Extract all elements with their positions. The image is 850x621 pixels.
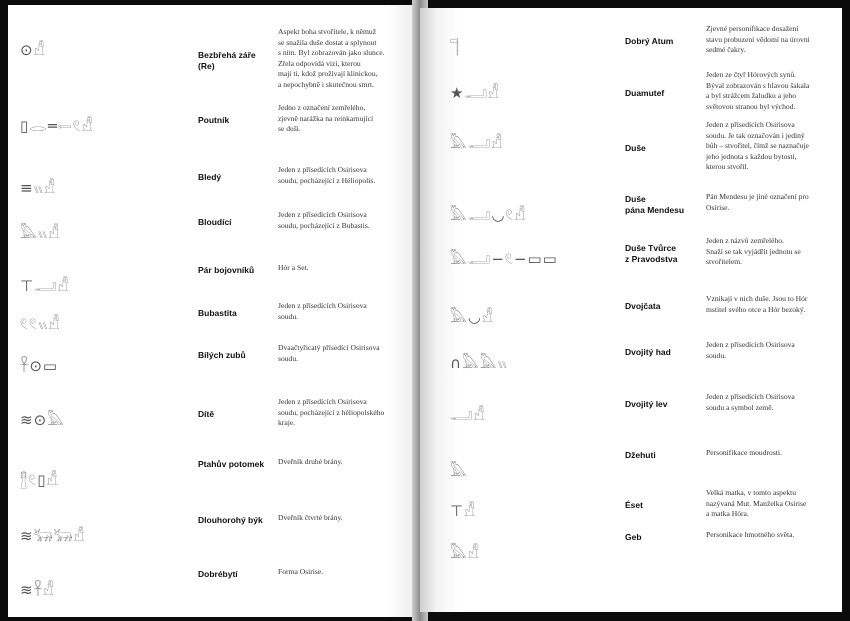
- hieroglyph-icon: ★𓂝𓀭: [450, 84, 500, 102]
- hieroglyph-icon: ≋𓃒𓃒𓀭: [20, 527, 86, 545]
- entry-description-line: Zjevné personifikace dosažení: [706, 24, 799, 33]
- entry-term-line: Dvojitý had: [625, 347, 671, 357]
- entry-description: [278, 513, 418, 524]
- entry-description: [706, 488, 840, 520]
- entry-description-line: bůh – stvořitel, čímž se naznačuje: [706, 141, 809, 150]
- entry-description-line: Pán Mendesu je jiné označení pro: [706, 192, 809, 201]
- left-page: [8, 5, 420, 617]
- entry-term-line: Geb: [625, 531, 642, 542]
- entry-row: [8, 103, 420, 153]
- entry-description-line: kraje.: [278, 418, 296, 427]
- entry-description: [278, 457, 418, 468]
- entry-description-line: Velká matka, v tomto aspektu: [706, 488, 797, 497]
- entry-term: [198, 308, 278, 319]
- entry-term-line: Bubastita: [198, 308, 237, 318]
- hieroglyph-icon: ⊤𓂝𓀭: [20, 277, 70, 295]
- entry-term-line: Dvojitý lev: [625, 399, 668, 409]
- entry-description-line: soudu, pocházející z héliopolského: [278, 407, 385, 417]
- entry-description-line: Jeden z přísedících Osirisova: [278, 397, 367, 406]
- hieroglyph-icon: 𓋹⊙▭: [20, 357, 59, 375]
- entry-term: [625, 301, 705, 312]
- entry-description-line: Dveřník druhé brány.: [278, 457, 343, 466]
- entry-description: [278, 103, 418, 135]
- entry-description: [706, 448, 840, 459]
- entry-term: [198, 115, 278, 126]
- entry-description-line: jeho jednota s každou bytostí,: [706, 151, 797, 161]
- entry-description-line: soudu a symbol země.: [706, 402, 774, 412]
- entry-description-line: Zřela odpovídá vizi, kterou: [278, 58, 361, 68]
- hieroglyph-icon: 𓅓◡𓀭: [450, 308, 494, 326]
- entry-description-line: Hór a Set.: [278, 263, 309, 272]
- entry-term: [625, 36, 705, 47]
- entry-term: [198, 217, 278, 228]
- entry-term-line: Poutník: [198, 115, 230, 126]
- entry-term-line: Duše: [625, 142, 646, 153]
- entry-row: [8, 210, 420, 260]
- hieroglyph-icon: 𓅓𓂝◡𓏲𓀭: [450, 206, 527, 224]
- entry-term-line: Duše: [625, 193, 646, 204]
- entry-description: [706, 236, 840, 268]
- entry-description-line: se duši.: [278, 124, 301, 133]
- entry-term-line: Éset: [625, 500, 643, 511]
- entry-term: [625, 450, 705, 461]
- entry-term: [625, 532, 705, 543]
- entry-row: [420, 70, 842, 120]
- hieroglyph-icon: 𓅓𓂝𓀭: [450, 134, 504, 152]
- entry-term-line: Dobrý Atum: [625, 36, 674, 47]
- entry-term-line: Ptahův potomek: [198, 458, 265, 469]
- entry-row: [420, 120, 842, 170]
- entry-description-line: Vznikají v nich duše. Jsou to Hór: [706, 294, 808, 303]
- entry-description-line: soudu.: [278, 311, 299, 321]
- entry-description-line: Dveřník čtvrté brány.: [278, 513, 343, 522]
- entry-description: [278, 567, 418, 578]
- entry-description-line: a byl strážcem žaludku a jeho: [706, 91, 797, 100]
- entry-term-line: Dobrébytí: [198, 568, 238, 579]
- entry-description-line: soudu. Je tak označován i jediný: [706, 130, 805, 140]
- entry-term: [625, 500, 705, 511]
- entry-term-line: Bloudící: [198, 217, 232, 227]
- entry-term-line: Dítě: [198, 409, 215, 420]
- hieroglyph-icon: ≋𓋹𓀭: [20, 581, 55, 599]
- entry-term: [198, 172, 278, 183]
- entry-description-line: Jeden z přísedících Osirisova: [706, 120, 795, 129]
- entry-row: [420, 236, 842, 286]
- hieroglyph-icon: 𓅓𓀭: [450, 544, 480, 562]
- hieroglyph-icon: ≋⊙𓅓: [20, 411, 65, 429]
- entry-description-line: Dvaačtyřicatý přísedící Osirisova: [278, 343, 380, 352]
- entry-description-line: a matka Hóra.: [706, 509, 749, 518]
- entry-description-line: Jeden ze čtyř Hórových synů.: [706, 70, 797, 79]
- entry-description: [706, 192, 840, 213]
- entry-row: [420, 192, 842, 242]
- entry-term: [198, 569, 278, 580]
- entry-row: [420, 340, 842, 390]
- hieroglyph-icon: 𓂝𓀭: [450, 406, 486, 424]
- entry-description: [706, 70, 840, 112]
- entry-term-line: z Pravodstva: [625, 253, 678, 264]
- entry-description-line: Aspekt boha stvořitele, k němuž: [278, 27, 377, 36]
- entry-description-line: soudu, pocházející z Bubastis.: [278, 220, 370, 230]
- entry-term: [625, 88, 705, 99]
- entry-description-line: Jeden z přísedících Osirisova: [706, 392, 795, 401]
- entry-row: [8, 343, 420, 393]
- entry-description-line: Personifikace moudrosti.: [706, 448, 782, 457]
- entry-description: [706, 392, 840, 413]
- entry-term-line: Džehuti: [625, 449, 656, 460]
- entry-description: [278, 343, 418, 364]
- entry-description-line: Jeden z přísedících Osirisova: [278, 301, 367, 310]
- entry-description-line: nazývaná Mut. Manželka Osirise: [706, 498, 807, 508]
- entry-description: [278, 165, 418, 186]
- entry-description-line: Jeden z přísedících Osirisova: [706, 340, 795, 349]
- entry-description: [278, 27, 418, 90]
- entry-row: [8, 457, 420, 507]
- entry-description: [278, 263, 418, 274]
- entry-description-line: s ním. Byl zobrazován jako slunce.: [278, 48, 385, 57]
- hieroglyph-icon: ⊤𓀭: [450, 502, 476, 520]
- entry-description: [706, 294, 840, 315]
- entry-row: [420, 294, 842, 344]
- entry-term: [625, 399, 705, 410]
- entry-term-line: Pár bojovníků: [198, 264, 255, 275]
- entry-term-line: Dlouhorohý býk: [198, 514, 263, 525]
- entry-term-line: Bezbřehá záře: [198, 49, 256, 60]
- hieroglyph-icon: 𓅓𓏭𓀭: [20, 224, 61, 242]
- hieroglyph-icon: ∩𓅓𓅓𓏭: [450, 354, 509, 372]
- entry-term: [198, 50, 278, 72]
- entry-description: [278, 301, 418, 322]
- entry-description-line: se snažila duše dostat a splynout: [278, 37, 377, 47]
- entry-description-line: kterou stvořil.: [706, 162, 749, 171]
- hieroglyph-icon: 𓅓: [450, 462, 468, 480]
- entry-description-line: Snaží se tak vyjádřit jednotu se: [706, 246, 801, 256]
- entry-term: [625, 347, 705, 358]
- entry-term: [625, 194, 705, 216]
- entry-description-line: sedmé čakry.: [706, 45, 746, 54]
- entry-term: [198, 459, 278, 470]
- entry-row: [8, 27, 420, 89]
- entry-term: [198, 265, 278, 276]
- entry-description-line: zjevně narážka na reinkarnující: [278, 113, 374, 123]
- entry-description-line: soudu, pocházející z Héliopolis.: [278, 175, 376, 185]
- entry-term-line: (Re): [198, 60, 215, 71]
- hieroglyph-icon: ⊙𓀭: [20, 41, 46, 59]
- entry-term-line: Duše Tvůrce: [625, 242, 677, 253]
- entry-description-line: Osirise.: [706, 202, 730, 212]
- entry-term: [198, 350, 278, 361]
- entry-row: [420, 530, 842, 580]
- entry-term: [198, 409, 278, 420]
- entry-term-line: Bledý: [198, 172, 222, 182]
- entry-row: [8, 397, 420, 447]
- entry-description-line: stvořitelem.: [706, 257, 743, 266]
- entry-description-line: stavu probuzení vědomí na úrovni: [706, 34, 810, 44]
- entry-term: [625, 143, 705, 154]
- entry-description: [278, 397, 418, 429]
- entry-description: [278, 210, 418, 231]
- entry-description-line: soudu.: [278, 353, 299, 363]
- entry-row: [8, 567, 420, 617]
- hieroglyph-icon: 𓅓𓂝−𓏲−▭▭: [450, 250, 558, 268]
- hieroglyph-icon: 𓊽𓏲▯𓀭: [20, 471, 59, 489]
- entry-row: [8, 513, 420, 563]
- entry-description: [706, 24, 840, 56]
- entry-term-line: Bílých zubů: [198, 350, 246, 360]
- entry-row: [8, 165, 420, 215]
- entry-description-line: Personikace hmotného světa.: [706, 530, 795, 539]
- hieroglyph-icon: 𓊹: [450, 38, 460, 56]
- entry-description-line: soudu.: [706, 350, 727, 360]
- entry-description-line: mstitel svého otce a Hór bezoký.: [706, 304, 806, 314]
- entry-description-line: Forma Osirise.: [278, 567, 324, 576]
- entry-row: [420, 392, 842, 442]
- entry-term: [198, 515, 278, 526]
- hieroglyph-icon: ≡𓏭𓀭: [20, 179, 57, 197]
- entry-description-line: Jeden z přísedících Osirisova: [278, 210, 367, 219]
- entry-description: [706, 120, 840, 173]
- entry-description-line: Jedno z označení zemřelého,: [278, 103, 366, 112]
- entry-term-line: pána Mendesu: [625, 204, 685, 215]
- entry-description-line: Jeden z názvů zemřelého.: [706, 236, 785, 245]
- entry-row: [420, 24, 842, 74]
- entry-description-line: a nepochybně i skutečnou smrt.: [278, 79, 374, 89]
- entry-description-line: Býval zobrazován s hlavou šakala: [706, 80, 810, 90]
- entry-term: [625, 243, 705, 265]
- entry-term-line: Dvojčata: [625, 301, 661, 311]
- right-page: [420, 8, 842, 612]
- entry-description: [706, 530, 840, 541]
- entry-term-line: Duamutef: [625, 87, 665, 98]
- entry-description: [706, 340, 840, 361]
- entry-description-line: mají ti, kdož prožívají klinickou,: [278, 69, 378, 78]
- entry-description-line: Jeden z přísedících Osirisova: [278, 165, 367, 174]
- hieroglyph-icon: 𓏲𓏲𓏭𓀭: [20, 315, 61, 333]
- hieroglyph-icon: ▯𓂋═𓍿𓏲𓀭: [20, 117, 94, 135]
- entry-description-line: světovou stranou byl východ.: [706, 101, 796, 111]
